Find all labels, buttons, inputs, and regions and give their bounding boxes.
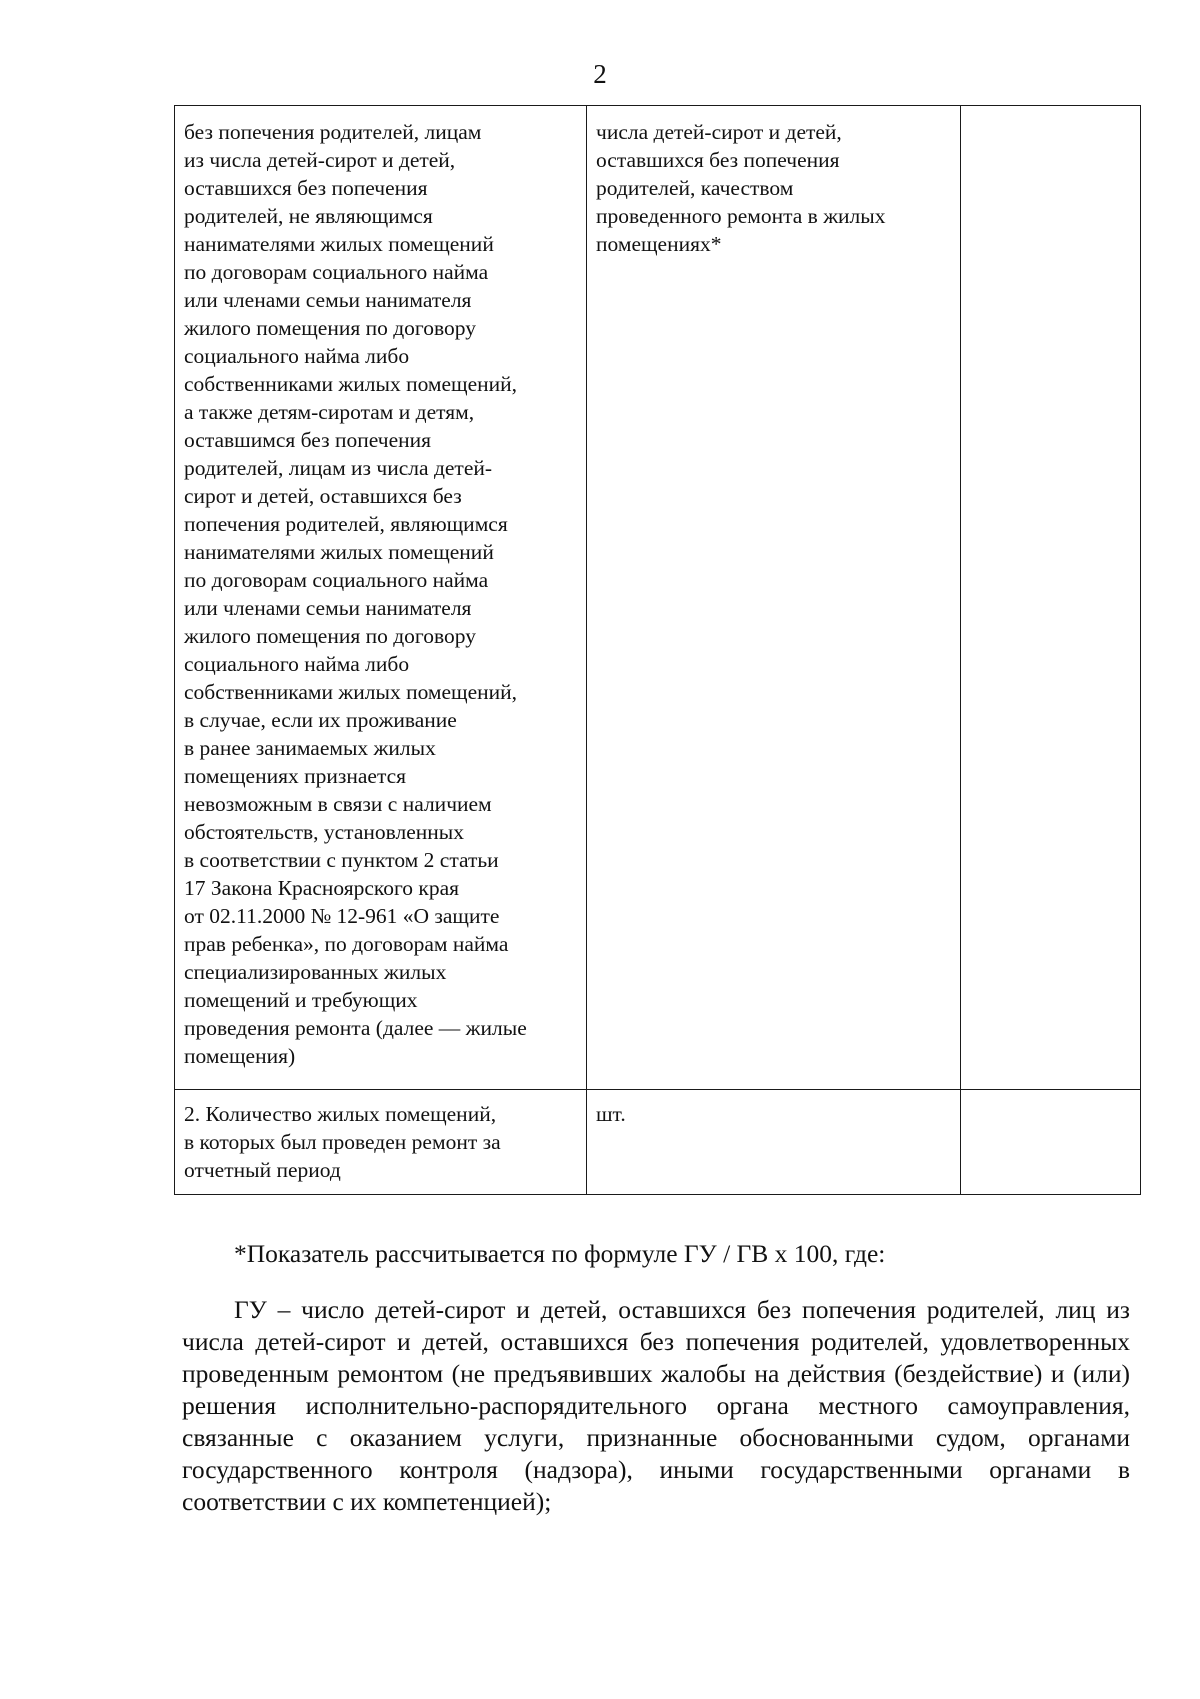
table-row (175, 1090, 1141, 1195)
gu-definition: ГУ – число детей-сирот и детей, оставшихся без попечения родителей, лиц из числа детей-сирот и детей, оставшихся без попечения родителей, удовлетворенных проведенным ремонтом (не предъявивших жалобы на действия (бездействие) и (или) решения исполнительно-распорядительного органа местного самоуправления, связанные с оказанием услуги, признанные обоснованными судом, органами государственного контроля (надзора), иными государственными органами в соответствии с их компетенцией); (182, 1295, 1130, 1516)
indicator-cell (175, 1090, 587, 1195)
indicators-table (174, 105, 1141, 1195)
formula-note: *Показатель рассчитывается по формуле ГУ / ГВ х 100, где: (234, 1239, 886, 1268)
page-number: 2 (593, 59, 607, 89)
unit-cell (587, 1090, 961, 1195)
value-cell (961, 1090, 1141, 1195)
indicator-text: без попечения родителей, лицам из числа детей-сирот и детей, оставшихся без попечения родителей, не являющимся нанимателями жилых помещений по договорам социального найма или членами семьи нанимателя жилого помещения по договору социального найма либо собственниками жилых помещений, а также детям-сиротам и детям, оставшимся без попечения родителей, лицам из числа детей- сирот и детей, оставшихся без попечения родителей, являющимся нанимателями жилых помещений по договорам социального найма или членами семьи нанимателя жилого помещения по договору социального найма либо собственниками жилых помещений, в случае, если их проживание в ранее занимаемых жилых помещениях признается невозможным в связи с наличием обстоятельств, установленных в соответствии с пунктом 2 статьи 17 Закона Красноярского края от 02.11.2000 № 12-961 «О защите прав ребенка», по договорам найма специализированных жилых помещений и требующих проведения ремонта (далее — жилые помещения) (184, 120, 527, 1068)
unit-text: шт. (596, 1102, 626, 1126)
table-row (175, 106, 1141, 1090)
unit-cell (587, 106, 961, 1090)
unit-text: числа детей-сирот и детей, оставшихся без попечения родителей, качеством проведенного ремонта в жилых помещениях* (596, 120, 886, 256)
value-cell (961, 106, 1141, 1090)
indicator-text: 2. Количество жилых помещений, в которых был проведен ремонт за отчетный период (184, 1102, 501, 1182)
indicator-cell (175, 106, 587, 1090)
footnotes (182, 1238, 1130, 1518)
